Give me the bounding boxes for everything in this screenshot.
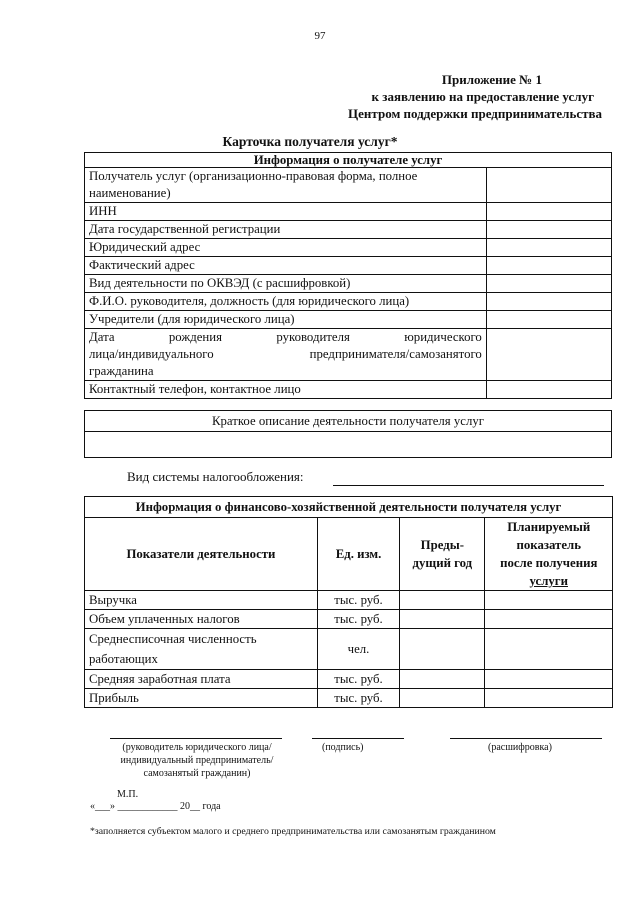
signature-line[interactable] — [312, 738, 404, 739]
row-label — [85, 329, 487, 381]
column-header-planned-underlined: услуги — [529, 574, 568, 588]
unit-cell: тыс. руб. — [317, 670, 399, 689]
table-row — [85, 381, 612, 399]
prev-year-field[interactable] — [400, 670, 485, 689]
activity-description-field[interactable] — [85, 432, 612, 458]
column-header-unit: Ед. изм. — [317, 518, 399, 591]
row-label: Ф.И.О. руководителя, должность (для юридического лица) — [85, 293, 487, 311]
annex-line-1: Приложение № 1 — [441, 72, 542, 87]
row-label: Контактный телефон, контактное лицо — [85, 381, 487, 399]
row-value-field[interactable] — [486, 257, 611, 275]
row-label-line: гражданина — [89, 364, 154, 378]
indicator-cell: Выручка — [85, 591, 318, 610]
row-value-field[interactable] — [486, 293, 611, 311]
annex-heading — [348, 71, 602, 122]
row-label: ИНН — [85, 203, 487, 221]
row-label — [85, 168, 487, 203]
unit-cell: тыс. руб. — [317, 591, 399, 610]
unit-cell: тыс. руб. — [317, 610, 399, 629]
indicator-cell: Среднесписочная численность работающих — [85, 629, 318, 670]
tax-system-label: Вид системы налогообложения: — [127, 469, 304, 484]
table-row — [85, 221, 612, 239]
row-value-field[interactable] — [486, 275, 611, 293]
activity-description-header: Краткое описание деятельности получателя услуг — [85, 411, 612, 432]
table-row — [85, 257, 612, 275]
row-label-line: лица/индивидуального предпринимателя/самозанятого — [89, 347, 482, 361]
table-row — [85, 275, 612, 293]
row-label: Фактический адрес — [85, 257, 487, 275]
card-title: Карточка получателя услуг* — [222, 134, 398, 149]
indicator-cell: Прибыль — [85, 689, 318, 708]
table-row — [85, 670, 613, 689]
recipient-info-header: Информация о получателе услуг — [85, 153, 612, 168]
indicator-cell: Объем уплаченных налогов — [85, 610, 318, 629]
column-header-indicator: Показатели деятельности — [85, 518, 318, 591]
prev-year-field[interactable] — [400, 689, 485, 708]
decoding-caption: (расшифровка) — [488, 742, 552, 753]
column-header-planned-text: Планируемый показатель после получения — [500, 520, 598, 570]
row-value-field[interactable] — [486, 203, 611, 221]
prev-year-field[interactable] — [400, 629, 485, 670]
row-value-field[interactable] — [486, 311, 611, 329]
table-row — [85, 591, 613, 610]
row-label-line: Дата рождения руководителя юридического — [89, 330, 482, 344]
tax-system-input-line[interactable] — [333, 485, 604, 486]
planned-field[interactable] — [485, 591, 613, 610]
column-header-row — [85, 518, 613, 591]
table-row — [85, 203, 612, 221]
table-row — [85, 629, 613, 670]
table-row — [85, 689, 613, 708]
signatory-caption: (руководитель юридического лица/ индивидуальный предприниматель/ самозанятый гражданин) — [120, 742, 274, 779]
planned-field[interactable] — [485, 610, 613, 629]
row-value-field[interactable] — [486, 221, 611, 239]
row-value-field[interactable] — [486, 381, 611, 399]
activity-description-table — [84, 410, 612, 458]
stamp-place: М.П. — [117, 789, 139, 800]
row-label: Вид деятельности по ОКВЭД (с расшифровкой) — [85, 275, 487, 293]
date-line[interactable]: «___» ____________ 20__ года — [90, 801, 221, 812]
recipient-info-table — [84, 152, 612, 399]
financial-info-header: Информация о финансово-хозяйственной деятельности получателя услуг — [85, 497, 613, 518]
row-label-line: Получатель услуг (организационно-правовая форма, полное — [89, 169, 418, 183]
unit-cell: чел. — [317, 629, 399, 670]
footnote: *заполняется субъектом малого и среднего предпринимательства или самозанятым гражданином — [90, 826, 496, 837]
table-row — [85, 293, 612, 311]
row-value-field[interactable] — [486, 239, 611, 257]
planned-field[interactable] — [485, 629, 613, 670]
row-label-line: наименование) — [89, 186, 171, 200]
signature-caption: (подпись) — [322, 742, 364, 753]
financial-info-table — [84, 496, 613, 708]
row-label: Учредители (для юридического лица) — [85, 311, 487, 329]
table-row — [85, 311, 612, 329]
prev-year-field[interactable] — [400, 610, 485, 629]
decoding-signature-line[interactable] — [450, 738, 602, 739]
table-row — [85, 168, 612, 203]
table-row — [85, 239, 612, 257]
prev-year-field[interactable] — [400, 591, 485, 610]
planned-field[interactable] — [485, 670, 613, 689]
annex-line-2: к заявлению на предоставление услуг — [371, 89, 594, 104]
position-signature-line[interactable] — [110, 738, 282, 739]
indicator-cell: Средняя заработная плата — [85, 670, 318, 689]
row-label: Юридический адрес — [85, 239, 487, 257]
column-header-planned — [485, 518, 613, 591]
unit-cell: тыс. руб. — [317, 689, 399, 708]
row-value-field[interactable] — [486, 168, 611, 203]
row-label: Дата государственной регистрации — [85, 221, 487, 239]
page-number: 97 — [314, 30, 326, 42]
table-row — [85, 329, 612, 381]
column-header-prev-year: Преды- дущий год — [400, 518, 485, 591]
table-row — [85, 610, 613, 629]
annex-line-3: Центром поддержки предпринимательства — [348, 106, 602, 121]
row-value-field[interactable] — [486, 329, 611, 381]
planned-field[interactable] — [485, 689, 613, 708]
